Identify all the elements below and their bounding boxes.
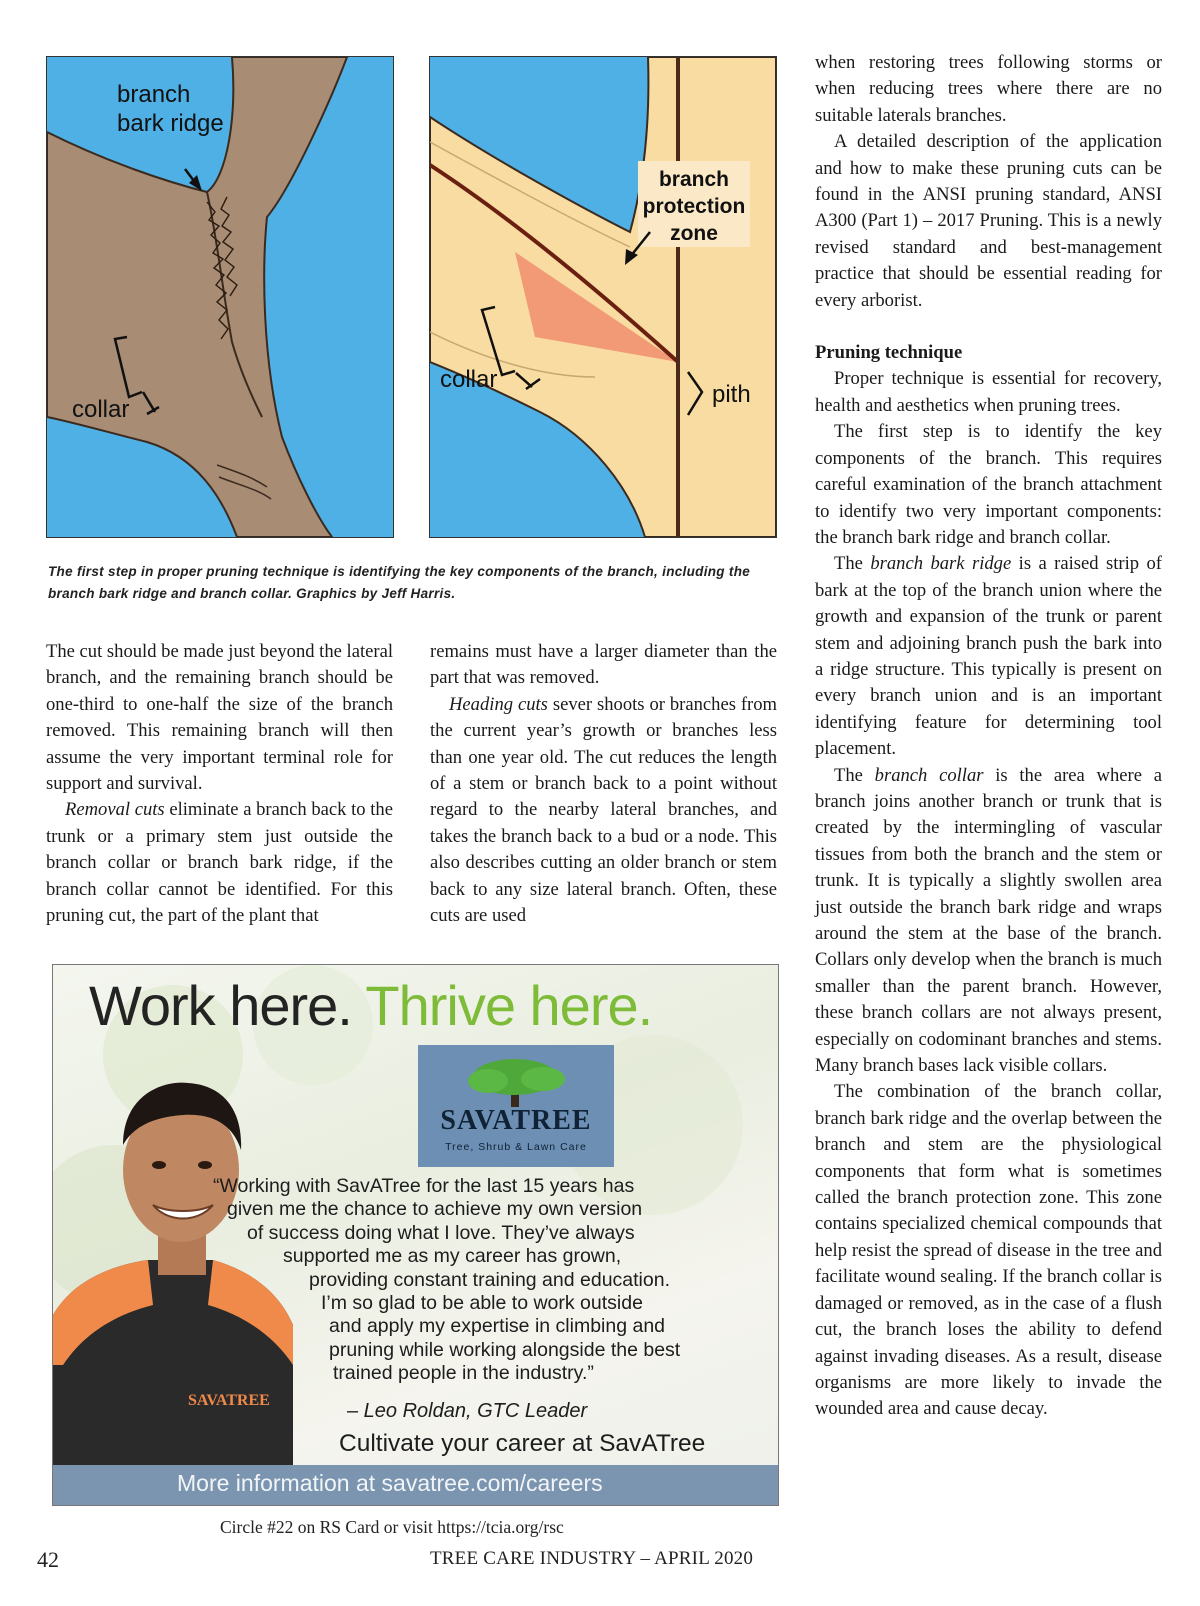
paragraph-text: eliminate a branch back to the trunk or a primary stem just outside the branch collar or branch bark ridge, if the branch collar cannot be identified. For this pruning cut, the part of the plant that — [46, 799, 393, 927]
savatree-logo[interactable] — [418, 1045, 614, 1167]
article-column-3 — [815, 50, 1162, 1423]
logo-tagline: Tree, Shrub & Lawn Care — [445, 1141, 587, 1153]
paragraph-text: is the area where a branch joins another branch or trunk that is created by the intermingling of vascular tissues from both the branch and the stem or trunk. It is typically a slightly swollen area just outside the branch bark ridge and wraps around the stem at the base of the branch. Collars only develop when the branch is much smaller than the parent branch. However, these branch collars are not always present, especially on codominant branches and stems. Many branch bases lack visible collars. — [815, 764, 1162, 1077]
rs-card-note: Circle #22 on RS Card or visit https://tcia.org/rsc — [220, 1517, 564, 1537]
article-column-2 — [430, 639, 777, 929]
testimonial-quote — [213, 1175, 773, 1386]
careers-link[interactable]: More information at savatree.com/careers — [177, 1470, 603, 1496]
logo-wordmark: SAVATREE — [440, 1105, 592, 1136]
label-branch-bark-ridge-line2: bark ridge — [117, 110, 224, 137]
paragraph: A detailed description of the application and how to make these pruning cuts can be found in the ANSI pruning standard, ANSI A300 (Part 1) – 2017 Pruning. This is a newly revised standard and best-management practice that should be essential reading for every arborist. — [815, 131, 1162, 311]
label-bpz-line1: branch — [658, 168, 730, 191]
paragraph: The cut should be made just beyond the lateral branch, and the remaining branch should be one-third to one-half the size of the branch removed. This remaining branch will then assume the very important terminal role for support and survival. — [46, 641, 393, 795]
paragraph-text: The — [834, 764, 875, 786]
headline-thrive-here: Thrive here. — [365, 974, 653, 1037]
quote-line: and apply my expertise in climbing and — [329, 1315, 666, 1338]
paragraph — [815, 551, 1162, 762]
quote-line: I’m so glad to be able to work outside — [321, 1292, 643, 1315]
term-heading-cuts: Heading cuts — [449, 693, 548, 715]
paragraph: remains must have a larger diameter than the part that was removed. — [430, 641, 777, 689]
page-number: 42 — [37, 1547, 59, 1572]
figure-branch-bark-ridge — [46, 56, 394, 538]
label-branch-bark-ridge-line1: branch — [117, 81, 191, 108]
branch-protection-zone-illustration — [430, 57, 776, 537]
quote-line: of success doing what I love. They’ve always — [247, 1221, 635, 1244]
quote-line: trained people in the industry.” — [333, 1362, 594, 1385]
paragraph-text: The — [834, 553, 871, 575]
term-branch-bark-ridge: branch bark ridge — [870, 553, 1012, 575]
quote-line: providing constant training and education. — [309, 1268, 670, 1291]
quote-line: pruning while working alongside the best — [329, 1338, 681, 1361]
label-bpz-line3: zone — [670, 222, 718, 245]
label-pith: pith — [712, 381, 751, 408]
article-column-1 — [46, 639, 393, 929]
figure-caption: The first step in proper pruning technique is identifying the key components of the branch, including the branch bark ridge and branch collar. Graphics by Jeff Harris. — [48, 564, 751, 601]
paragraph: The first step is to identify the key components of the branch. This requires careful examination of the branch attachment to identify two very important components: the branch bark ridge and branch collar. — [815, 421, 1162, 548]
paragraph — [46, 797, 393, 929]
paragraph — [815, 763, 1162, 1080]
quote-line: supported me as my career has grown, — [283, 1245, 622, 1268]
label-collar-right: collar — [440, 366, 498, 393]
term-branch-collar: branch collar — [874, 764, 984, 786]
headline-work-here: Work here. — [89, 974, 352, 1037]
figure-branch-protection-zone — [429, 56, 777, 538]
paragraph-text: sever shoots or branches from the current year’s growth or branches less than one year old. The cut reduces the length of a stem or branch back to a point without regard to the nearby lateral branches, and takes the branch back to a bud or a node. This also describes cutting an older branch or stem back to any size lateral branch. Often, these cuts are used — [430, 693, 777, 927]
ad-call-to-action: Cultivate your career at SavATree — [339, 1430, 706, 1457]
savatree-advertisement[interactable] — [52, 964, 779, 1506]
shirt-logo: SAVATREE — [188, 1392, 270, 1409]
paragraph: Proper technique is essential for recovery, health and aesthetics when pruning trees. — [815, 368, 1162, 416]
label-collar-left: collar — [72, 396, 130, 423]
ad-info-bar[interactable] — [53, 1465, 778, 1505]
quote-line: “Working with SavATree for the last 15 years has — [213, 1175, 635, 1197]
paragraph: when restoring trees following storms or when reducing trees where there are no suitable laterals branches. — [815, 52, 1162, 126]
paragraph-text: is a raised strip of bark at the top of the branch union where the growth and expansion of the trunk or parent stem and adjoining branch push the bark into a ridge structure. This typically is present on every branch union and is an important identifying feature for determining tool placement. — [815, 553, 1162, 760]
label-bpz-line2: protection — [642, 195, 746, 218]
publication-footer: TREE CARE INDUSTRY – APRIL 2020 — [430, 1548, 754, 1569]
section-heading: Pruning technique — [815, 342, 963, 364]
ad-headline — [89, 973, 652, 1038]
paragraph — [430, 692, 777, 930]
paragraph: The combination of the branch collar, branch bark ridge and the overlap between the branch and stem are the physiological components that form what is sometimes called the branch protection zone. This zone contains specialized chemical compounds that help resist the spread of disease in the tree and facilitate wound sealing. If the branch collar is damaged or removed, as in the case of a flush cut, the branch loses the ability to defend against invading diseases. As a result, disease organisms are more likely to invade the wounded area and cause decay. — [815, 1081, 1162, 1420]
testimonial-attribution: – Leo Roldan, GTC Leader — [347, 1400, 588, 1422]
quote-line: given me the chance to achieve my own version — [227, 1198, 643, 1221]
term-removal-cuts: Removal cuts — [65, 799, 165, 821]
branch-bark-ridge-illustration — [47, 57, 393, 537]
